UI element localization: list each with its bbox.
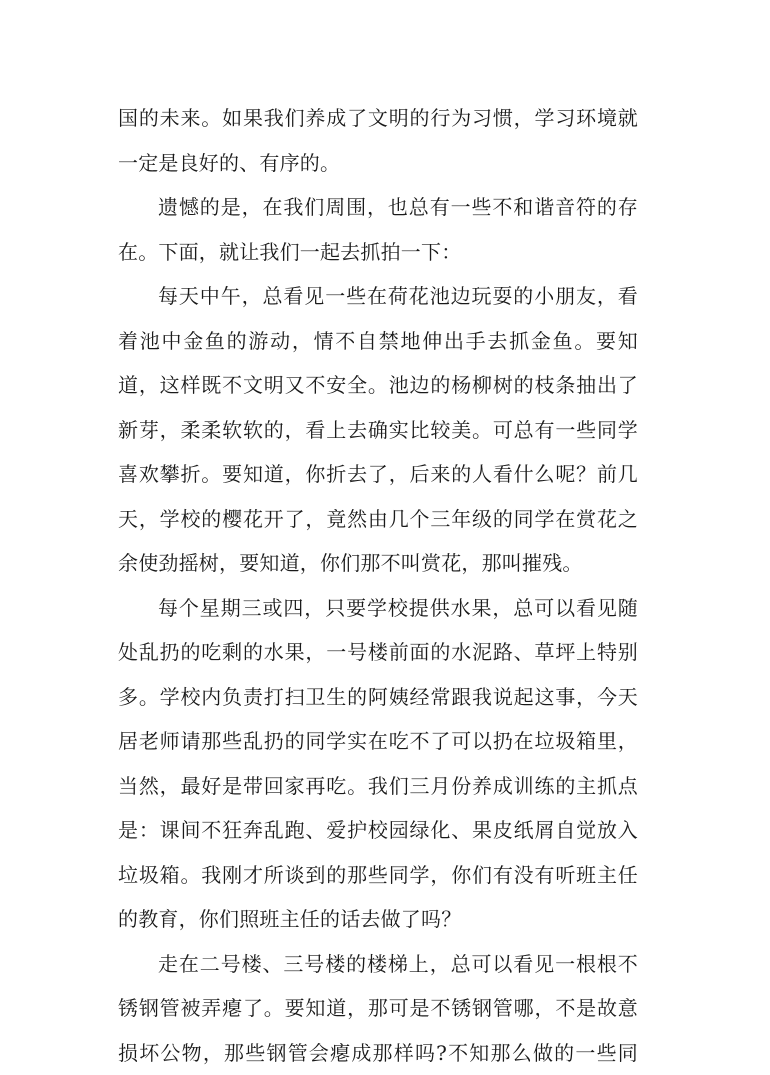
- text-line: 天，学校的樱花开了，竟然由几个三年级的同学在赏花之: [118, 497, 638, 542]
- text-line: 喜欢攀折。要知道，你折去了，后来的人看什么呢？前几: [118, 452, 638, 497]
- paragraph-first-line: 遗憾的是，在我们周围，也总有一些不和谐音符的存: [118, 185, 638, 230]
- text-line: 锈钢管被弄瘪了。要知道，那可是不锈钢管哪，不是故意: [118, 986, 638, 1031]
- text-line: 余使劲摇树，要知道，你们那不叫赏花，那叫摧残。: [118, 541, 638, 586]
- text-line: 国的未来。如果我们养成了文明的行为习惯，学习环境就: [118, 96, 638, 141]
- text-line: 道，这样既不文明又不安全。池边的杨柳树的枝条抽出了: [118, 363, 638, 408]
- text-line: 损坏公物，那些钢管会瘪成那样吗?不知那么做的一些同: [118, 1031, 638, 1075]
- paragraph-first-line: 走在二号楼、三号楼的楼梯上，总可以看见一根根不: [118, 942, 638, 987]
- text-line: 多。学校内负责打扫卫生的阿姨经常跟我说起这事，今天: [118, 675, 638, 720]
- text-line: 是：课间不狂奔乱跑、爱护校园绿化、果皮纸屑自觉放入: [118, 808, 638, 853]
- text-line: 一定是良好的、有序的。: [118, 141, 638, 186]
- paragraph-first-line: 每个星期三或四，只要学校提供水果，总可以看见随: [118, 586, 638, 631]
- text-line: 处乱扔的吃剩的水果，一号楼前面的水泥路、草坪上特别: [118, 630, 638, 675]
- text-line: 着池中金鱼的游动，情不自禁地伸出手去抓金鱼。要知: [118, 319, 638, 364]
- text-line: 在。下面，就让我们一起去抓拍一下：: [118, 230, 638, 275]
- text-line: 的教育，你们照班主任的话去做了吗？: [118, 897, 638, 942]
- text-line: 当然，最好是带回家再吃。我们三月份养成训练的主抓点: [118, 764, 638, 809]
- text-line: 垃圾箱。我刚才所谈到的那些同学，你们有没有听班主任: [118, 853, 638, 898]
- text-line: 新芽，柔柔软软的，看上去确实比较美。可总有一些同学: [118, 408, 638, 453]
- text-line: 居老师请那些乱扔的同学实在吃不了可以扔在垃圾箱里，: [118, 719, 638, 764]
- document-body: [118, 96, 638, 1075]
- paragraph-first-line: 每天中午，总看见一些在荷花池边玩耍的小朋友，看: [118, 274, 638, 319]
